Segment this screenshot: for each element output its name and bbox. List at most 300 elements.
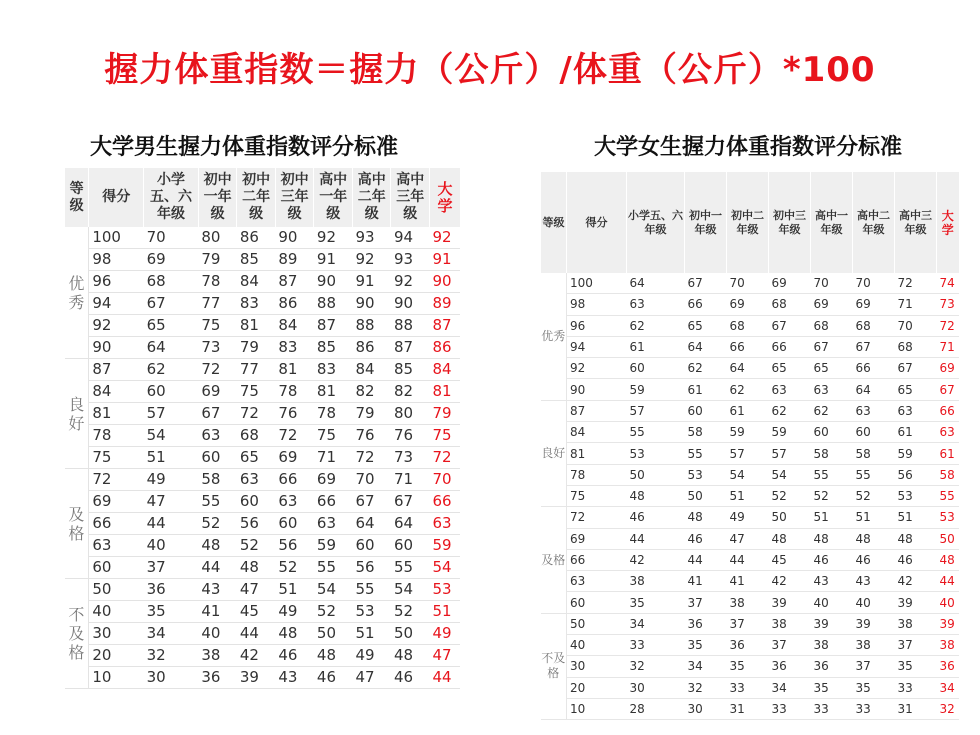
value-cell: 89 [275,249,314,271]
university-cell: 74 [937,273,959,294]
value-cell: 66 [769,336,811,357]
header-level: 等级 [541,172,567,273]
value-cell: 56 [895,464,937,485]
value-cell: 79 [352,403,391,425]
value-cell: 73 [198,337,237,359]
header-jh2: 初中二年级 [727,172,769,273]
score-cell: 10 [567,698,627,719]
value-cell: 90 [275,227,314,249]
value-cell: 81 [237,315,276,337]
value-cell: 40 [144,535,199,557]
value-cell: 30 [685,698,727,719]
score-cell: 10 [89,667,144,689]
score-cell: 72 [89,469,144,491]
header-sh3: 高中三年级 [895,172,937,273]
value-cell: 62 [727,379,769,400]
score-cell: 96 [89,271,144,293]
value-cell: 90 [314,271,353,293]
value-cell: 90 [352,293,391,315]
university-cell: 67 [937,379,959,400]
value-cell: 60 [853,422,895,443]
value-cell: 66 [685,294,727,315]
score-cell: 78 [89,425,144,447]
score-cell: 40 [89,601,144,623]
value-cell: 69 [144,249,199,271]
table-row [541,528,959,549]
male-table-body [65,227,461,689]
value-cell: 58 [811,443,853,464]
value-cell: 52 [853,485,895,506]
value-cell: 81 [314,381,353,403]
value-cell: 60 [352,535,391,557]
value-cell: 68 [895,336,937,357]
value-cell: 80 [391,403,430,425]
value-cell: 71 [314,447,353,469]
header-score: 得分 [567,172,627,273]
value-cell: 59 [769,422,811,443]
score-cell: 94 [89,293,144,315]
page-title: 握力体重指数＝握力（公斤）/体重（公斤）*100 [104,50,876,90]
score-cell: 63 [567,571,627,592]
table-row [65,227,461,249]
university-cell: 32 [937,698,959,719]
header-jh3: 初中三年级 [275,168,314,227]
level-label: 良好 [541,400,567,506]
value-cell: 70 [727,273,769,294]
table-row [541,613,959,634]
value-cell: 44 [627,528,685,549]
value-cell: 35 [685,635,727,656]
value-cell: 52 [811,485,853,506]
value-cell: 54 [769,464,811,485]
value-cell: 65 [895,379,937,400]
value-cell: 64 [685,336,727,357]
value-cell: 67 [685,273,727,294]
value-cell: 64 [853,379,895,400]
value-cell: 68 [237,425,276,447]
table-row [541,635,959,656]
value-cell: 45 [769,549,811,570]
value-cell: 33 [727,677,769,698]
university-cell: 50 [937,528,959,549]
value-cell: 61 [895,422,937,443]
value-cell: 46 [391,667,430,689]
value-cell: 36 [769,656,811,677]
header-primary: 小学五、六年级 [627,172,685,273]
value-cell: 69 [727,294,769,315]
value-cell: 58 [198,469,237,491]
table-row [65,249,461,271]
score-cell: 98 [567,294,627,315]
table-row [541,273,959,294]
value-cell: 70 [352,469,391,491]
header-sh2: 高中二年级 [853,172,895,273]
value-cell: 46 [895,549,937,570]
value-cell: 75 [237,381,276,403]
value-cell: 35 [627,592,685,613]
value-cell: 62 [769,400,811,421]
value-cell: 83 [314,359,353,381]
value-cell: 48 [391,645,430,667]
value-cell: 83 [237,293,276,315]
university-cell: 49 [430,623,460,645]
value-cell: 43 [198,579,237,601]
value-cell: 76 [352,425,391,447]
header-jh1: 初中一年级 [198,168,237,227]
score-cell: 84 [89,381,144,403]
value-cell: 49 [352,645,391,667]
score-cell: 30 [89,623,144,645]
table-row [541,571,959,592]
score-cell: 60 [89,557,144,579]
value-cell: 49 [144,469,199,491]
table-row [541,422,959,443]
value-cell: 64 [627,273,685,294]
value-cell: 86 [275,293,314,315]
table-row [65,667,461,689]
university-cell: 36 [937,656,959,677]
value-cell: 78 [314,403,353,425]
value-cell: 45 [237,601,276,623]
university-cell: 91 [430,249,460,271]
value-cell: 46 [314,667,353,689]
value-cell: 62 [144,359,199,381]
value-cell: 36 [198,667,237,689]
university-cell: 38 [937,635,959,656]
score-cell: 92 [567,358,627,379]
value-cell: 85 [391,359,430,381]
value-cell: 34 [144,623,199,645]
value-cell: 64 [352,513,391,535]
table-row [541,379,959,400]
value-cell: 48 [198,535,237,557]
university-cell: 39 [937,613,959,634]
value-cell: 40 [198,623,237,645]
value-cell: 34 [627,613,685,634]
university-cell: 66 [937,400,959,421]
value-cell: 39 [811,613,853,634]
value-cell: 71 [391,469,430,491]
level-label: 及格 [65,469,89,579]
value-cell: 37 [769,635,811,656]
header-jh1: 初中一年级 [685,172,727,273]
value-cell: 55 [352,579,391,601]
value-cell: 56 [352,557,391,579]
value-cell: 75 [198,315,237,337]
value-cell: 68 [727,315,769,336]
university-cell: 54 [430,557,460,579]
value-cell: 68 [853,315,895,336]
value-cell: 65 [237,447,276,469]
value-cell: 36 [144,579,199,601]
header-sh1: 高中一年级 [314,168,353,227]
table-row [65,513,461,535]
value-cell: 46 [811,549,853,570]
value-cell: 55 [685,443,727,464]
value-cell: 88 [314,293,353,315]
level-label: 优秀 [541,273,567,400]
value-cell: 50 [769,507,811,528]
value-cell: 67 [352,491,391,513]
value-cell: 61 [627,336,685,357]
header-sh2: 高中二年级 [352,168,391,227]
value-cell: 30 [144,667,199,689]
value-cell: 42 [895,571,937,592]
male-table-title: 大学男生握力体重指数评分标准 [90,135,399,160]
value-cell: 87 [314,315,353,337]
value-cell: 66 [314,491,353,513]
table-row [65,271,461,293]
value-cell: 47 [727,528,769,549]
value-cell: 46 [275,645,314,667]
value-cell: 50 [627,464,685,485]
value-cell: 76 [391,425,430,447]
value-cell: 66 [727,336,769,357]
value-cell: 64 [727,358,769,379]
value-cell: 85 [237,249,276,271]
value-cell: 60 [685,400,727,421]
value-cell: 88 [352,315,391,337]
score-cell: 60 [567,592,627,613]
value-cell: 92 [314,227,353,249]
value-cell: 50 [391,623,430,645]
value-cell: 77 [237,359,276,381]
score-cell: 50 [567,613,627,634]
university-cell: 87 [430,315,460,337]
header-score: 得分 [89,168,144,227]
value-cell: 63 [275,491,314,513]
table-row [65,535,461,557]
value-cell: 57 [144,403,199,425]
value-cell: 52 [275,557,314,579]
value-cell: 60 [237,491,276,513]
value-cell: 38 [627,571,685,592]
score-cell: 66 [89,513,144,535]
value-cell: 69 [198,381,237,403]
value-cell: 39 [237,667,276,689]
value-cell: 80 [198,227,237,249]
value-cell: 60 [198,447,237,469]
university-cell: 34 [937,677,959,698]
value-cell: 71 [895,294,937,315]
value-cell: 42 [237,645,276,667]
value-cell: 62 [811,400,853,421]
value-cell: 83 [275,337,314,359]
value-cell: 47 [237,579,276,601]
value-cell: 48 [769,528,811,549]
value-cell: 32 [144,645,199,667]
value-cell: 67 [853,336,895,357]
value-cell: 55 [314,557,353,579]
value-cell: 82 [352,381,391,403]
table-row [65,579,461,601]
value-cell: 78 [275,381,314,403]
table-row [65,337,461,359]
level-label: 及格 [541,507,567,613]
value-cell: 39 [769,592,811,613]
university-cell: 61 [937,443,959,464]
value-cell: 72 [198,359,237,381]
table-row [541,698,959,719]
value-cell: 51 [811,507,853,528]
value-cell: 68 [144,271,199,293]
university-cell: 70 [430,469,460,491]
value-cell: 90 [391,293,430,315]
table-row [65,403,461,425]
value-cell: 33 [811,698,853,719]
university-cell: 51 [430,601,460,623]
value-cell: 52 [198,513,237,535]
value-cell: 65 [144,315,199,337]
value-cell: 81 [275,359,314,381]
header-university: 大学 [937,172,959,273]
value-cell: 39 [895,592,937,613]
header-university: 大学 [430,168,460,227]
university-cell: 84 [430,359,460,381]
university-cell: 92 [430,227,460,249]
value-cell: 41 [198,601,237,623]
value-cell: 65 [685,315,727,336]
university-cell: 69 [937,358,959,379]
value-cell: 93 [352,227,391,249]
value-cell: 35 [811,677,853,698]
level-label: 良好 [65,359,89,469]
table-row [65,359,461,381]
value-cell: 62 [627,315,685,336]
female-table-title: 大学女生握力体重指数评分标准 [594,135,903,160]
value-cell: 48 [811,528,853,549]
table-row [541,294,959,315]
value-cell: 73 [391,447,430,469]
table-row [65,601,461,623]
value-cell: 60 [144,381,199,403]
score-cell: 20 [567,677,627,698]
university-cell: 72 [937,315,959,336]
value-cell: 41 [685,571,727,592]
value-cell: 66 [275,469,314,491]
value-cell: 67 [198,403,237,425]
value-cell: 38 [727,592,769,613]
score-cell: 84 [567,422,627,443]
value-cell: 92 [352,249,391,271]
table-row [65,447,461,469]
table-row [65,469,461,491]
value-cell: 63 [895,400,937,421]
value-cell: 32 [627,656,685,677]
value-cell: 53 [685,464,727,485]
header-row [65,168,461,227]
university-cell: 53 [937,507,959,528]
value-cell: 70 [895,315,937,336]
score-cell: 87 [89,359,144,381]
value-cell: 60 [275,513,314,535]
score-cell: 20 [89,645,144,667]
value-cell: 48 [314,645,353,667]
value-cell: 36 [685,613,727,634]
value-cell: 43 [853,571,895,592]
value-cell: 67 [391,491,430,513]
table-row [65,491,461,513]
value-cell: 61 [727,400,769,421]
header-level: 等级 [65,168,89,227]
value-cell: 35 [853,677,895,698]
score-cell: 87 [567,400,627,421]
table-row [65,425,461,447]
header-row [541,172,959,273]
value-cell: 42 [627,549,685,570]
value-cell: 59 [314,535,353,557]
score-cell: 30 [567,656,627,677]
value-cell: 55 [627,422,685,443]
value-cell: 40 [811,592,853,613]
value-cell: 51 [144,447,199,469]
value-cell: 51 [352,623,391,645]
value-cell: 39 [853,613,895,634]
value-cell: 64 [144,337,199,359]
value-cell: 37 [727,613,769,634]
value-cell: 91 [314,249,353,271]
value-cell: 42 [769,571,811,592]
score-cell: 72 [567,507,627,528]
value-cell: 30 [627,677,685,698]
value-cell: 31 [727,698,769,719]
value-cell: 37 [144,557,199,579]
value-cell: 53 [352,601,391,623]
value-cell: 72 [275,425,314,447]
value-cell: 43 [811,571,853,592]
value-cell: 44 [727,549,769,570]
value-cell: 75 [314,425,353,447]
value-cell: 34 [685,656,727,677]
value-cell: 52 [237,535,276,557]
value-cell: 58 [853,443,895,464]
value-cell: 28 [627,698,685,719]
value-cell: 58 [685,422,727,443]
value-cell: 41 [727,571,769,592]
value-cell: 38 [853,635,895,656]
value-cell: 36 [811,656,853,677]
value-cell: 37 [895,635,937,656]
value-cell: 52 [769,485,811,506]
value-cell: 48 [685,507,727,528]
value-cell: 36 [727,635,769,656]
table-row [541,592,959,613]
value-cell: 33 [769,698,811,719]
value-cell: 69 [853,294,895,315]
value-cell: 87 [275,271,314,293]
score-cell: 94 [567,336,627,357]
value-cell: 65 [769,358,811,379]
header-primary: 小学五、六年级 [144,168,199,227]
value-cell: 69 [314,469,353,491]
value-cell: 67 [811,336,853,357]
value-cell: 50 [314,623,353,645]
value-cell: 70 [144,227,199,249]
value-cell: 38 [198,645,237,667]
value-cell: 60 [811,422,853,443]
value-cell: 84 [275,315,314,337]
value-cell: 47 [352,667,391,689]
value-cell: 52 [314,601,353,623]
university-cell: 53 [430,579,460,601]
value-cell: 84 [352,359,391,381]
table-row [65,293,461,315]
score-cell: 96 [567,315,627,336]
value-cell: 34 [769,677,811,698]
table-row [541,358,959,379]
value-cell: 79 [198,249,237,271]
value-cell: 53 [895,485,937,506]
